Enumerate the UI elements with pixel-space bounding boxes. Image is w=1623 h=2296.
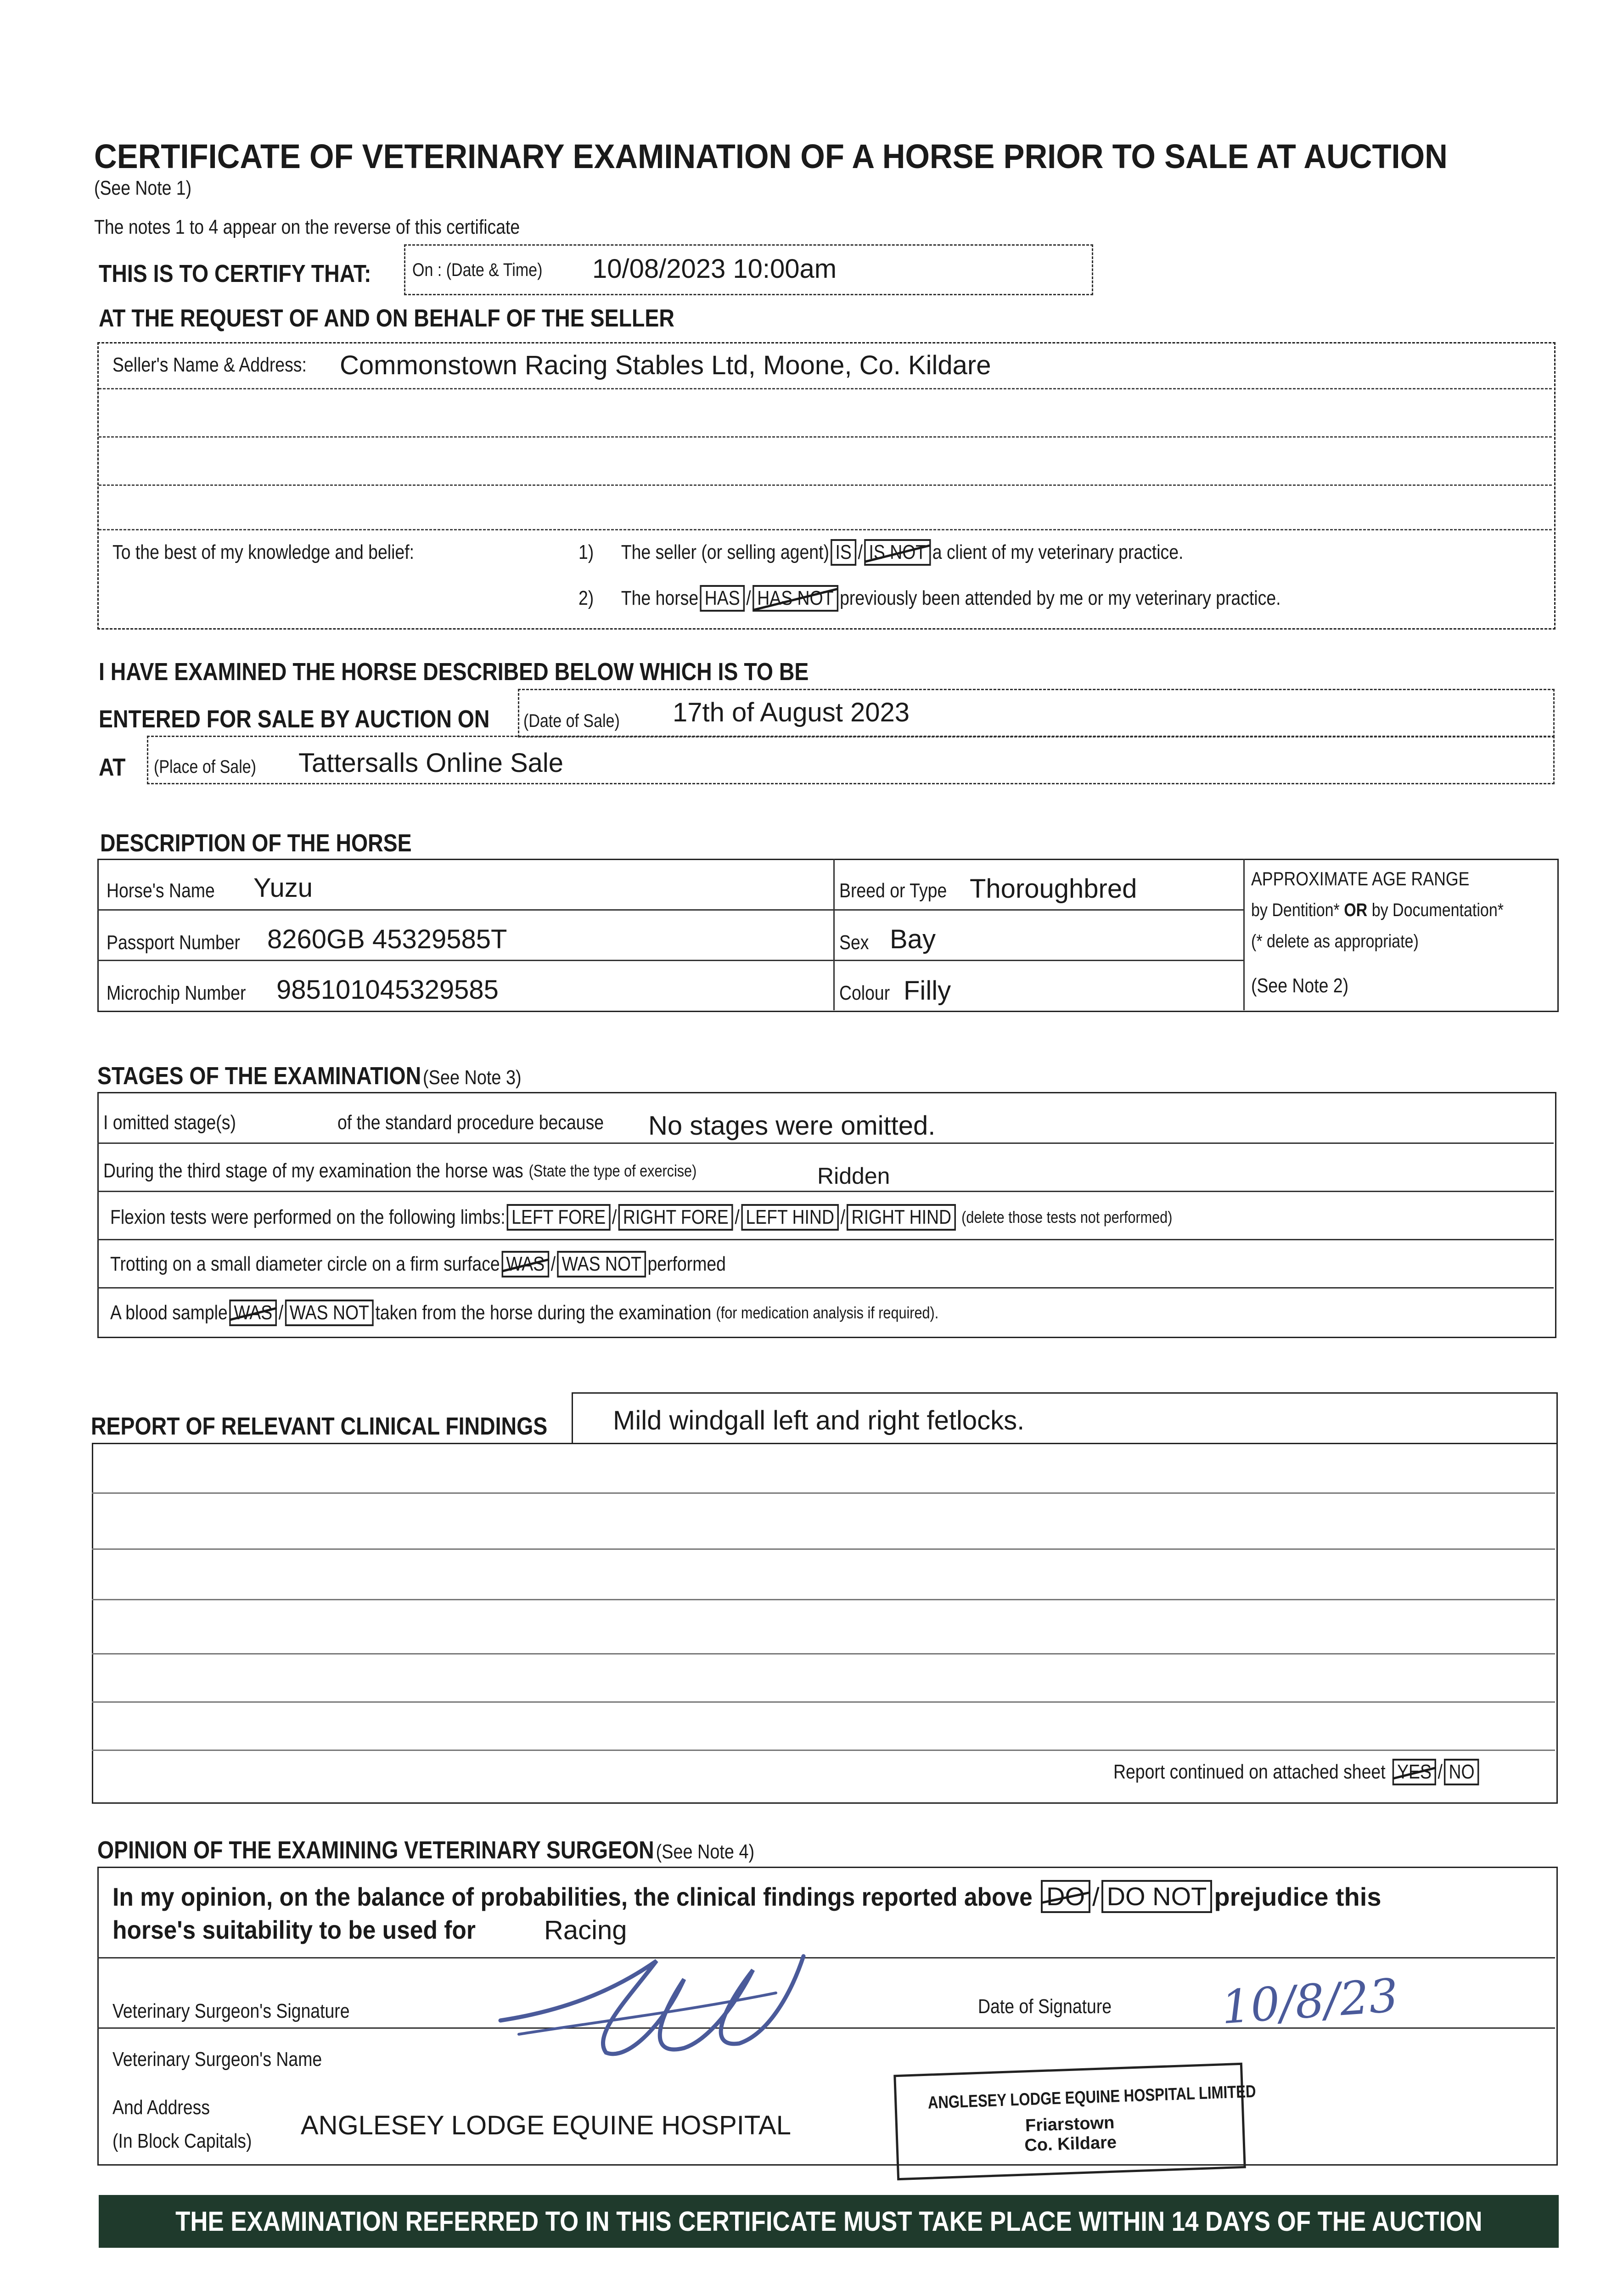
horse-name-value[interactable]: Yuzu — [253, 873, 313, 903]
opinion-do-not-option[interactable]: DO NOT — [1101, 1880, 1213, 1913]
third-stage-note: (State the type of exercise) — [528, 1161, 697, 1180]
age-range-options — [1251, 900, 1504, 921]
examined-line1: I HAVE EXAMINED THE HORSE DESCRIBED BELOW WHICH IS TO BE — [99, 658, 809, 686]
blood-row — [110, 1298, 938, 1328]
seller-is-option[interactable]: IS — [831, 539, 856, 566]
colour-label: Colour — [839, 982, 890, 1004]
continued-yes-option[interactable]: YES — [1393, 1759, 1436, 1786]
trot-sep: / — [550, 1253, 556, 1275]
passport-label: Passport Number — [107, 931, 241, 954]
item1-post: a client of my veterinary practice. — [932, 541, 1184, 563]
horse-has-option[interactable]: HAS — [700, 585, 745, 612]
sex-label: Sex — [839, 931, 869, 954]
flexion-sep-2: / — [735, 1206, 740, 1228]
third-stage-value[interactable]: Ridden — [817, 1163, 890, 1189]
seller-is-not-option[interactable]: IS NOT — [864, 539, 931, 566]
page-title: CERTIFICATE OF VETERINARY EXAMINATION OF A HORSE PRIOR TO SALE AT AUCTION — [94, 137, 1448, 175]
report-value[interactable]: Mild windgall left and right fetlocks. — [613, 1406, 1025, 1435]
age-or: OR — [1344, 900, 1368, 920]
blood-note: (for medication analysis if required). — [716, 1303, 939, 1322]
on-date-label: On : (Date & Time) — [412, 260, 543, 280]
omitted-pre: I omitted stage(s) — [103, 1111, 236, 1134]
blood-label: A blood sample — [110, 1301, 228, 1324]
flexion-label: Flexion tests were performed on the following limbs: — [110, 1206, 505, 1228]
by-dentition-option[interactable]: by Dentition* — [1251, 900, 1340, 920]
surgeon-name-label: Veterinary Surgeon's Name — [112, 2048, 322, 2071]
trot-label: Trotting on a small diameter circle on a firm surface — [110, 1253, 500, 1275]
left-fore-option[interactable]: LEFT FORE — [507, 1204, 610, 1231]
trot-was-option[interactable]: WAS — [501, 1251, 549, 1278]
trot-row — [110, 1249, 726, 1279]
opinion-text3: horse's suitability to be used for — [112, 1915, 476, 1944]
blood-sep: / — [278, 1301, 284, 1324]
flexion-note: (delete those tests not performed) — [961, 1208, 1173, 1227]
item2-pre: The horse — [621, 587, 699, 609]
notes-line: The notes 1 to 4 appear on the reverse of this certificate — [94, 216, 520, 238]
practice-stamp — [893, 2063, 1257, 2180]
see-note-1: (See Note 1) — [94, 177, 192, 199]
footer-text: THE EXAMINATION REFERRED TO IN THIS CERTIFICATE MUST TAKE PLACE WITHIN 14 DAYS OF THE AUCTION — [175, 2206, 1483, 2237]
request-heading: AT THE REQUEST OF AND ON BEHALF OF THE SELLER — [99, 304, 674, 332]
signature-scribble[interactable] — [491, 1942, 822, 2066]
opinion-text2: prejudice this — [1214, 1882, 1382, 1911]
trot-post: performed — [647, 1253, 726, 1275]
opinion-text1: In my opinion, on the balance of probabilities, the clinical findings reported above — [112, 1882, 1033, 1911]
colour-value[interactable]: Filly — [904, 976, 951, 1006]
signature-label: Veterinary Surgeon's Signature — [112, 2000, 350, 2022]
stages-heading: STAGES OF THE EXAMINATION (See Note 3) — [97, 1062, 522, 1090]
continued-no-option[interactable]: NO — [1444, 1759, 1479, 1786]
sale-date-label: (Date of Sale) — [523, 711, 620, 731]
age-range-title: APPROXIMATE AGE RANGE — [1251, 868, 1470, 889]
surgeon-address-value[interactable]: ANGLESEY LODGE EQUINE HOSPITAL — [301, 2110, 791, 2140]
on-date-value: 10/08/2023 10:00am — [592, 254, 837, 284]
microchip-value[interactable]: 985101045329585 — [276, 975, 499, 1005]
trot-was-not-option[interactable]: WAS NOT — [557, 1251, 646, 1278]
footer-banner — [99, 2195, 1559, 2248]
report-heading: REPORT OF RELEVANT CLINICAL FINDINGS — [91, 1412, 548, 1440]
address-label-1: And Address — [112, 2096, 210, 2119]
age-see-note: (See Note 2) — [1251, 974, 1349, 997]
by-documentation-option[interactable]: by Documentation* — [1371, 900, 1504, 920]
stamp-line3: Co. Kildare — [1024, 2133, 1117, 2155]
blood-was-option[interactable]: WAS — [229, 1300, 277, 1327]
third-stage-label: During the third stage of my examination the horse was — [103, 1159, 523, 1182]
address-label-2: (In Block Capitals) — [112, 2130, 252, 2152]
opinion-heading: OPINION OF THE EXAMINING VETERINARY SURGEON (See Note 4) — [97, 1836, 755, 1864]
third-stage-row — [103, 1157, 696, 1185]
blood-post: taken from the horse during the examination — [375, 1301, 712, 1324]
right-fore-option[interactable]: RIGHT FORE — [618, 1204, 733, 1231]
item1-pre: The seller (or selling agent) — [621, 541, 829, 563]
item2-post: previously been attended by me or my veterinary practice. — [840, 587, 1281, 609]
breed-label: Breed or Type — [839, 879, 947, 902]
at-label: AT — [99, 754, 126, 781]
continued-sep: / — [1438, 1761, 1443, 1783]
report-continued-label: Report continued on attached sheet — [1113, 1761, 1386, 1783]
sale-place-value: Tattersalls Online Sale — [298, 748, 564, 778]
certify-label: THIS IS TO CERTIFY THAT: — [99, 260, 371, 287]
item1-sep: / — [858, 541, 863, 563]
opinion-text-row — [112, 1878, 1381, 1915]
knowledge-item-2 — [578, 582, 1281, 614]
omitted-mid: of the standard procedure because — [337, 1111, 604, 1134]
item2-sep: / — [746, 587, 751, 609]
horse-name-label: Horse's Name — [107, 879, 215, 902]
seller-value[interactable]: Commonstown Racing Stables Ltd, Moone, Co. Kildare — [340, 350, 991, 380]
right-hind-option[interactable]: RIGHT HIND — [847, 1204, 956, 1231]
breed-value[interactable]: Thoroughbred — [970, 874, 1137, 904]
opinion-sep: / — [1092, 1882, 1100, 1911]
seller-label: Seller's Name & Address: — [112, 354, 307, 376]
blood-was-not-option[interactable]: WAS NOT — [285, 1300, 374, 1327]
stamp-line2: Friarstown — [1025, 2113, 1115, 2136]
date-signature-value[interactable]: 10/8/23 — [1219, 1968, 1400, 2035]
flexion-sep-1: / — [612, 1206, 617, 1228]
description-heading: DESCRIPTION OF THE HORSE — [100, 829, 412, 857]
passport-value[interactable]: 8260GB 45329585T — [267, 924, 507, 954]
stamp-line1: ANGLESEY LODGE EQUINE HOSPITAL LIMITED — [927, 2082, 1257, 2113]
sale-place-label: (Place of Sale) — [154, 757, 256, 777]
examined-line2: ENTERED FOR SALE BY AUCTION ON — [99, 705, 490, 733]
sex-value[interactable]: Bay — [890, 924, 936, 954]
age-delete-note: (* delete as appropriate) — [1251, 931, 1419, 951]
flexion-sep-3: / — [840, 1206, 845, 1228]
omitted-value[interactable]: No stages were omitted. — [648, 1111, 936, 1141]
opinion-do-option[interactable]: DO — [1041, 1880, 1090, 1913]
sale-date-value: 17th of August 2023 — [673, 698, 910, 727]
knowledge-item-1 — [578, 536, 1183, 568]
opinion-use-value[interactable]: Racing — [544, 1915, 627, 1945]
horse-has-not-option[interactable]: HAS NOT — [753, 585, 838, 612]
flexion-row — [110, 1202, 1172, 1232]
knowledge-label: To the best of my knowledge and belief: — [112, 541, 414, 563]
signature-underline — [519, 1993, 776, 2034]
item1-num: 1) — [578, 541, 594, 563]
date-signature-label: Date of Signature — [978, 1995, 1112, 2018]
microchip-label: Microchip Number — [107, 982, 246, 1004]
report-continued-row — [1113, 1757, 1481, 1787]
left-hind-option[interactable]: LEFT HIND — [741, 1204, 839, 1231]
item2-num: 2) — [578, 587, 594, 609]
signature-stroke — [500, 1956, 803, 2054]
